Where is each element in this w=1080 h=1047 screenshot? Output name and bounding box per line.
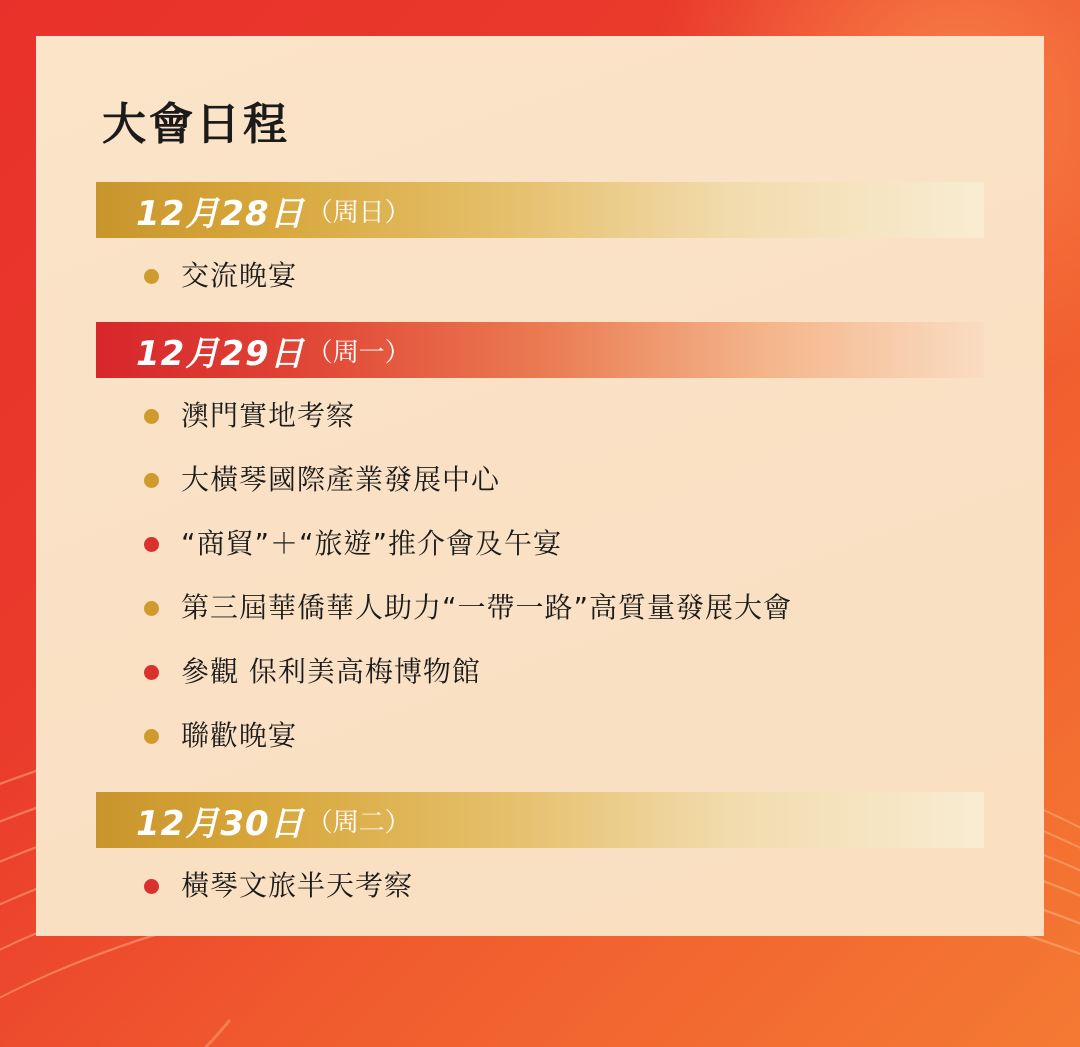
day-header-2 — [96, 322, 984, 378]
bullet-icon — [144, 879, 159, 894]
day-2-item-list — [96, 384, 984, 768]
bullet-icon — [144, 473, 159, 488]
list-item-label: 橫琴文旅半天考察 — [181, 868, 414, 902]
list-item — [96, 448, 984, 512]
day-header-1 — [96, 182, 984, 238]
list-item — [96, 704, 984, 768]
day-weekday-1: （周日） — [306, 197, 411, 228]
day-weekday-2: （周一） — [306, 337, 411, 368]
schedule-card — [36, 36, 1044, 936]
list-item-label: 聯歡晚宴 — [181, 718, 298, 752]
bullet-icon — [144, 269, 159, 284]
list-item — [96, 576, 984, 640]
list-item-label: 參觀 保利美高梅博物館 — [181, 654, 481, 688]
list-item-label: 澳門實地考察 — [181, 398, 356, 432]
bullet-icon — [144, 409, 159, 424]
list-item-label: 大橫琴國際產業發展中心 — [181, 462, 501, 496]
list-item-label: 交流晚宴 — [181, 258, 298, 292]
day-header-3 — [96, 792, 984, 848]
day-date-1: 12月28日 — [136, 193, 305, 234]
list-item-label: “商貿”＋“旅遊”推介會及午宴 — [181, 526, 563, 560]
day-date-3: 12月30日 — [136, 803, 305, 844]
list-item — [96, 244, 984, 308]
day-weekday-3: （周二） — [306, 807, 411, 838]
day-3-item-list — [96, 854, 984, 918]
list-item-label: 第三屆華僑華人助力“一帶一路”高質量發展大會 — [181, 590, 793, 624]
list-item — [96, 384, 984, 448]
bullet-icon — [144, 601, 159, 616]
bullet-icon — [144, 729, 159, 744]
section-spacer — [96, 782, 984, 792]
bullet-icon — [144, 665, 159, 680]
page-title: 大會日程 — [102, 99, 290, 150]
day-1-item-list — [96, 244, 984, 308]
bullet-icon — [144, 537, 159, 552]
day-date-2: 12月29日 — [136, 333, 305, 374]
list-item — [96, 854, 984, 918]
list-item — [96, 512, 984, 576]
list-item — [96, 640, 984, 704]
